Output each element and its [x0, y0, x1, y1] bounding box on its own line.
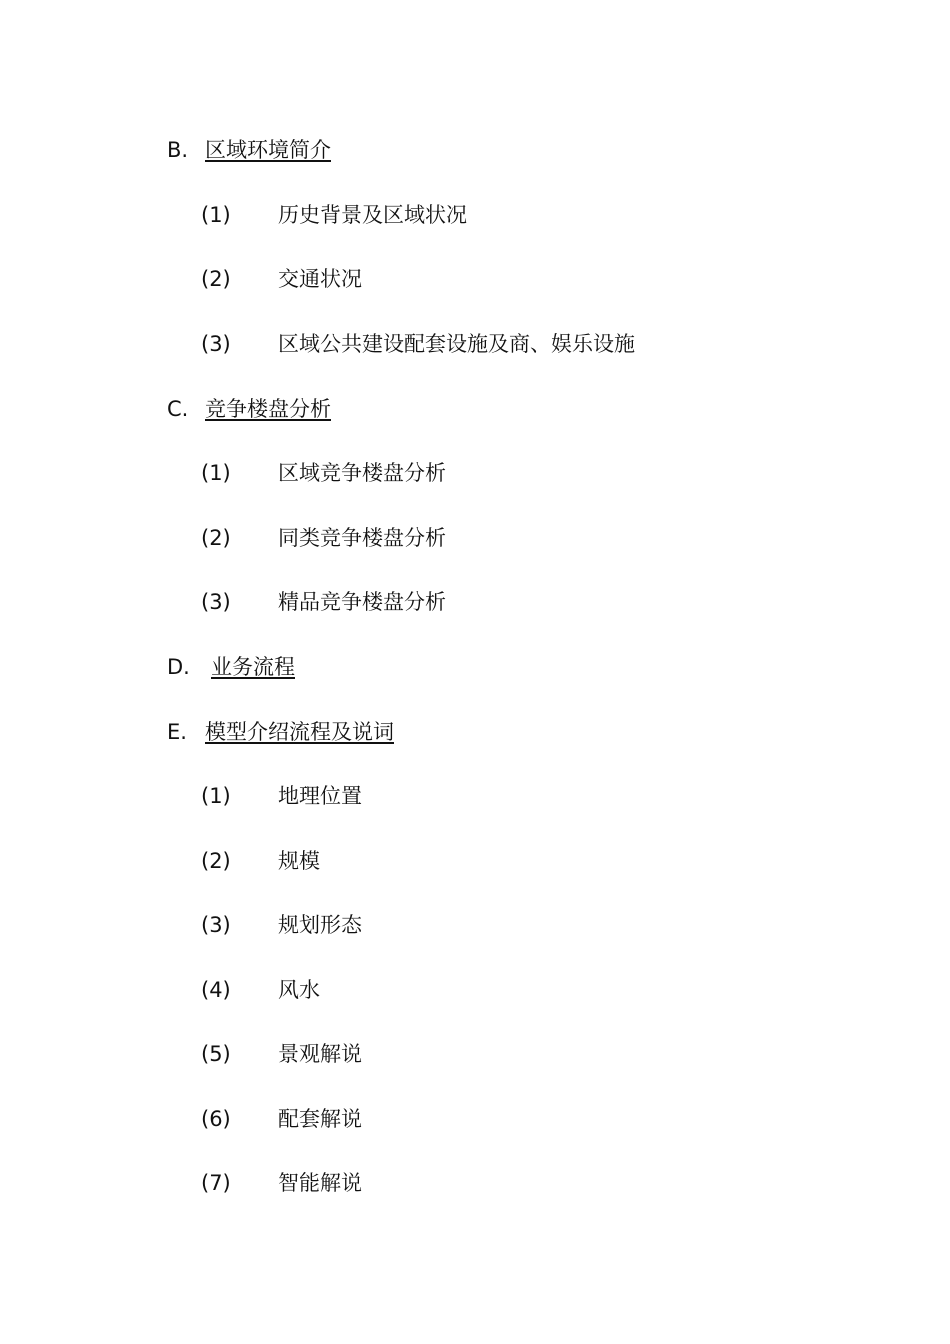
item-text: 规模: [278, 849, 320, 873]
item-text: 区域竞争楼盘分析: [278, 461, 446, 485]
item-number: (2): [201, 267, 231, 291]
item-number: (2): [201, 849, 231, 873]
item-number: (5): [201, 1042, 231, 1066]
item-text: 同类竞争楼盘分析: [278, 526, 446, 550]
item-number: (1): [201, 784, 231, 808]
item-number: (3): [201, 913, 231, 937]
section-letter: C.: [167, 397, 189, 421]
item-text: 智能解说: [278, 1171, 362, 1195]
item-text: 规划形态: [278, 913, 362, 937]
section-letter: B.: [167, 138, 189, 162]
section-letter: E.: [167, 720, 187, 744]
item-number: (2): [201, 526, 231, 550]
item-number: (1): [201, 461, 231, 485]
item-text: 风水: [278, 978, 320, 1002]
item-text: 景观解说: [278, 1042, 362, 1066]
section-title: 业务流程: [211, 655, 295, 679]
item-number: (4): [201, 978, 231, 1002]
item-text: 地理位置: [278, 784, 362, 808]
item-text: 交通状况: [278, 267, 362, 291]
item-number: (3): [201, 332, 231, 356]
section-title: 模型介绍流程及说词: [205, 720, 394, 744]
section-title: 区域环境简介: [205, 138, 331, 162]
item-text: 历史背景及区域状况: [278, 203, 467, 227]
section-letter: D.: [167, 655, 190, 679]
item-text: 配套解说: [278, 1107, 362, 1131]
item-number: (1): [201, 203, 231, 227]
item-number: (3): [201, 590, 231, 614]
section-title: 竞争楼盘分析: [205, 397, 331, 421]
item-text: 精品竞争楼盘分析: [278, 590, 446, 614]
item-number: (6): [201, 1107, 231, 1131]
item-number: (7): [201, 1171, 231, 1195]
item-text: 区域公共建设配套设施及商、娱乐设施: [278, 332, 635, 356]
